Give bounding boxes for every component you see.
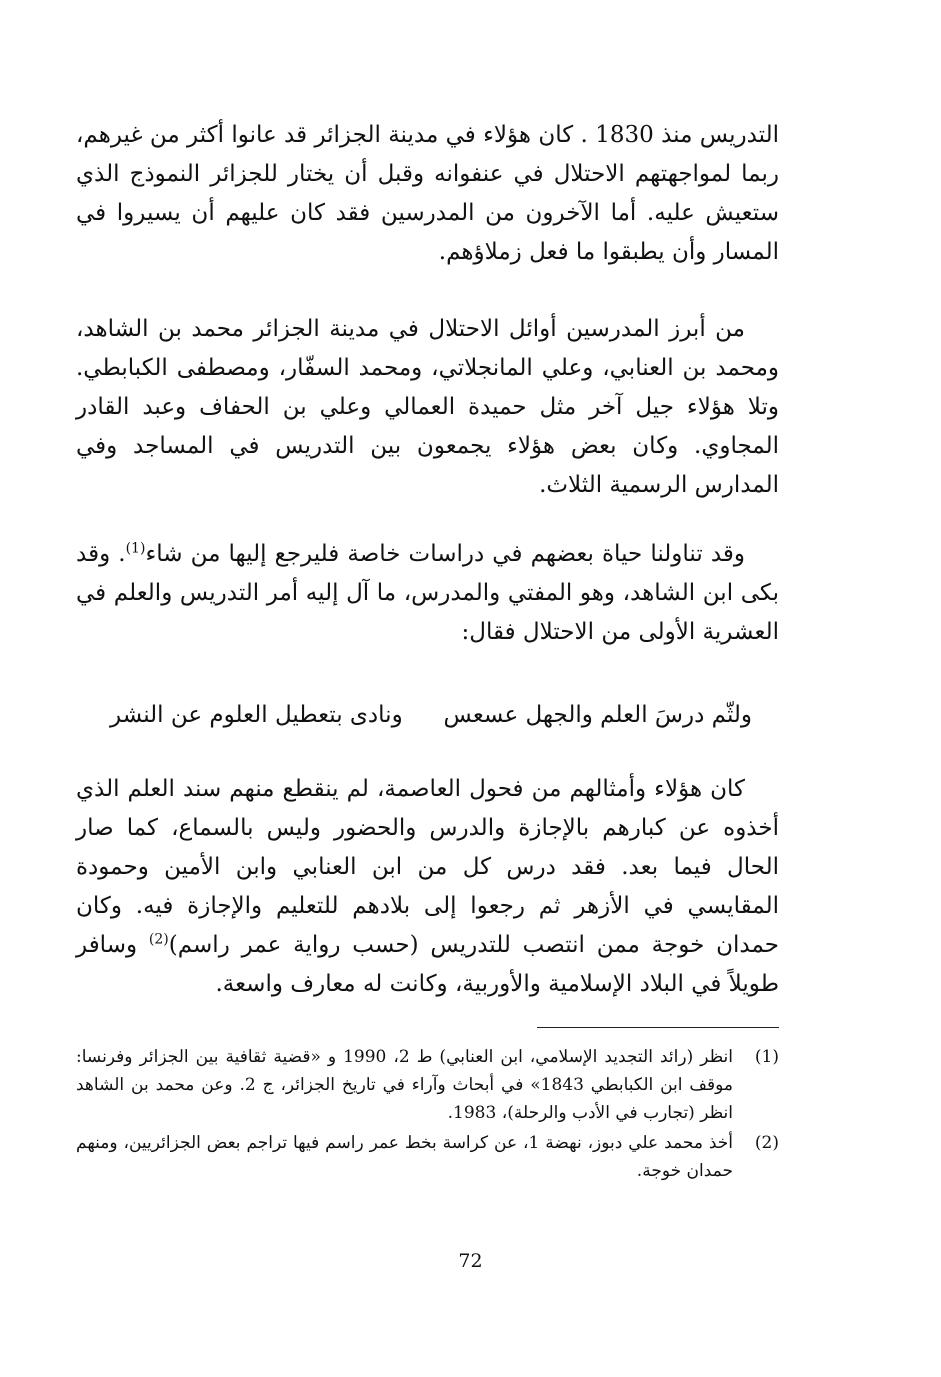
footnote-1: [76, 1043, 779, 1127]
footnote-2-number: (2): [754, 1133, 779, 1153]
footnote-ref-1: (1): [125, 540, 146, 557]
paragraph-2: من أبرز المدرسين أوائل الاحتلال في مدينة الجزائر محمد بن الشاهد، ومحمد بن العنابي، وعلي المانجلاتي، ومحمد السفّار، ومصطفى الكبابطي. وتلا هؤلاء جيل آخر مثل حميدة العمالي وعلي بن الحفاف وعبد القادر المجاوي. وكان بعض هؤلاء يجمعون بين التدريس في المساجد وفي المدارس الرسمية الثلاث.: [76, 316, 779, 498]
footnotes: [76, 1043, 779, 1187]
footnote-1-text: انظر (رائد التجديد الإسلامي، ابن العنابي) ط 2، 1990 و «قضية ثقافية بين الجزائر وفرنسا: موقف ابن الكبابطي 1843» في أبحاث وآراء في تاريخ الجزائر، ج 2. وعن محمد بن الشاهد انظر (تجارب في الأدب والرحلة)، 1983.: [76, 1047, 733, 1123]
page-number: 72: [458, 1250, 483, 1272]
footnote-2-text: أخذ محمد علي دبوز، نهضة 1، عن كراسة بخط عمر راسم فيها تراجم بعض الجزائريين، ومنهم حمدان خوجة.: [76, 1133, 733, 1181]
footnote-1-number: (1): [754, 1047, 779, 1067]
footnote-ref-2: (2): [148, 931, 169, 948]
verse-first-hemistich: ولثّم درسَ العلم والجهل عسعس: [443, 702, 752, 728]
paragraph-3-text-b: . وقد بكى ابن الشاهد، وهو المفتي والمدرس، ما آل إليه أمر التدريس والعلم في العشرية الأولى من الاحتلال فقال:: [76, 541, 779, 645]
verse-second-hemistich: ونادى بتعطيل العلوم عن النشر: [110, 702, 403, 728]
paragraph-1: التدريس منذ 1830 . كان هؤلاء في مدينة الجزائر قد عانوا أكثر من غيرهم، ربما لمواجهتهم الاحتلال في عنفوانه وقبل أن يختار للجزائر النموذج الذي ستعيش عليه. أما الآخرون من المدرسين فقد كان عليهم أن يسيروا في المسار وأن يطبقوا ما فعل زملاؤهم.: [76, 122, 779, 265]
paragraph-4-text-a: كان هؤلاء وأمثالهم من فحول العاصمة، لم ينقطع منهم سند العلم الذي أخذوه عن كبارهم بالإجازة والدرس والحضور وليس بالسماع، كما صار الحال فيما بعد. فقد درس كل من ابن العنابي وابن الأمين وحمودة المقايسي في الأزهر ثم رجعوا إلى بلادهم للتعليم والإجازة فيه. وكان حمدان خوجة ممن انتصب للتدريس (حسب رواية عمر راسم): [76, 776, 779, 958]
paragraph-3: [76, 535, 779, 652]
footnote-2: [76, 1129, 779, 1185]
paragraph-4-text-b: وسافر طويلاً في البلاد الإسلامية والأوربية، وكانت له معارف واسعة.: [76, 932, 779, 997]
footnote-divider: [537, 1027, 779, 1028]
paragraph-4: [76, 770, 779, 1004]
paragraph-3-text-a: وقد تناولنا حياة بعضهم في دراسات خاصة فليرجع إليها من شاء: [145, 541, 745, 567]
